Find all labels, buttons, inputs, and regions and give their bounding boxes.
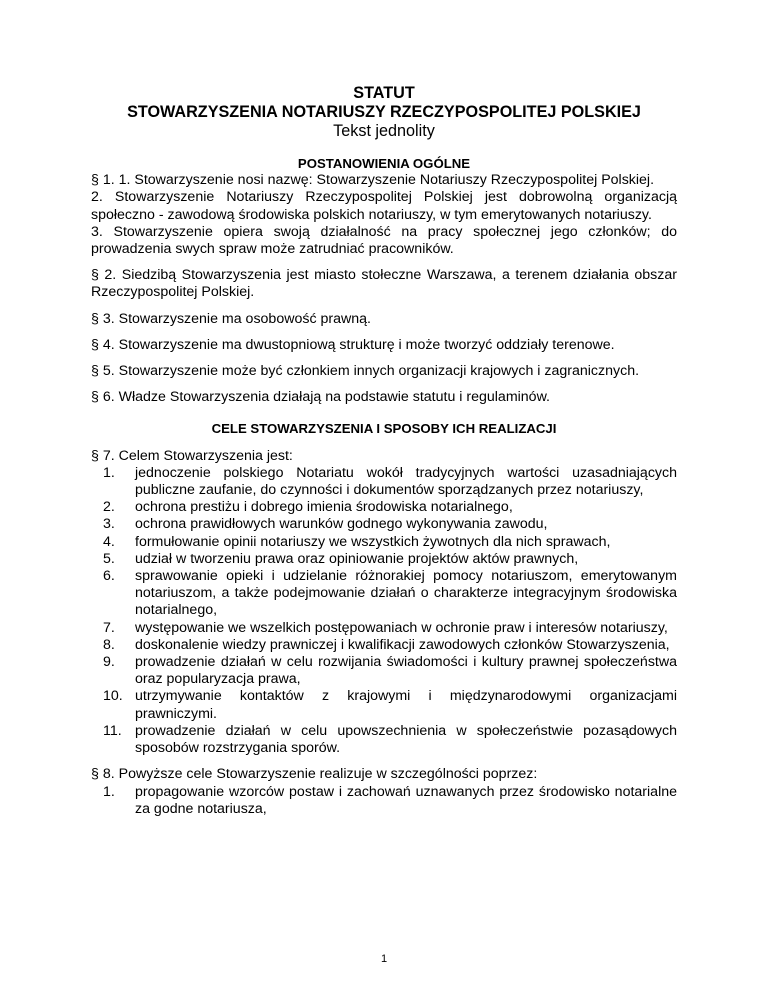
paragraph-1-2: 2. Stowarzyszenie Notariuszy Rzeczypospolitej Polskiej jest dobrowolną organizacją społeczno - zawodową środowiska polskich notariuszy, w tym emerytowanych notariuszy.	[91, 189, 677, 223]
document-title: STATUT	[353, 84, 415, 102]
paragraph-4: § 4. Stowarzyszenie ma dwustopniową strukturę i może tworzyć oddziały terenowe.	[91, 336, 615, 353]
list-item: 1. propagowanie wzorców postaw i zachowań uznawanych przez środowisko notarialne za godne notariusza,	[103, 783, 677, 817]
list-item: 2. ochrona prestiżu i dobrego imienia środowiska notarialnego,	[103, 499, 513, 516]
paragraph-6: § 6. Władze Stowarzyszenia działają na podstawie statutu i regulaminów.	[91, 389, 550, 406]
list-item: 1. jednoczenie polskiego Notariatu wokół tradycyjnych wartości uzasadniających publiczne zaufanie, do czynności i dokumentów sporządzanych przez notariuszy,	[103, 464, 677, 499]
list-item: 4. formułowanie opinii notariuszy we wszystkich żywotnych dla nich sprawach,	[103, 533, 611, 550]
document-content	[91, 84, 677, 818]
paragraph-1-1: § 1. 1. Stowarzyszenie nosi nazwę: Stowarzyszenie Notariuszy Rzeczypospolitej Polskiej.	[91, 172, 655, 189]
paragraph-7: § 7. Celem Stowarzyszenia jest:	[91, 447, 293, 464]
list-item: 6. sprawowanie opieki i udzielanie różnorakiej pomocy notariuszom, emerytowanym notariuszom, a także podejmowanie działań o charakterze integracyjnym środowiska notarialnego,	[103, 568, 677, 619]
paragraph-1-3: 3. Stowarzyszenie opiera swoją działalność na pracy społecznej jego członków; do prowadzenia swych spraw może zatrudniać pracowników.	[91, 223, 677, 258]
list-item: 3. ochrona prawidłowych warunków godnego wykonywania zawodu,	[103, 516, 548, 533]
list-item: 11. prowadzenie działań w celu upowszechnienia w społeczeństwie pozasądowych sposobów rozstrzygania sporów.	[103, 722, 677, 757]
goals-list	[91, 465, 677, 757]
list-item: 5. udział w tworzeniu prawa oraz opiniowanie projektów aktów prawnych,	[103, 550, 579, 567]
list-item: 9. prowadzenie działań w celu rozwijania świadomości i kultury prawnej społeczeństwa oraz popularyzacja prawa,	[103, 654, 677, 688]
list-item: 10. utrzymywanie kontaktów z krajowymi i międzynarodowymi organizacjami prawniczymi.	[103, 688, 677, 722]
document-title-org: STOWARZYSZENIA NOTARIUSZY RZECZYPOSPOLITEJ POLSKIEJ	[127, 103, 641, 121]
list-item: 7. występowanie we wszelkich postępowaniach w ochronie praw i interesów notariuszy,	[103, 619, 668, 636]
section-heading-general: POSTANOWIENIA OGÓLNE	[297, 156, 471, 171]
paragraph-3: § 3. Stowarzyszenie ma osobowość prawną.	[91, 310, 371, 327]
list-item: 8. doskonalenie wiedzy prawniczej i kwalifikacji zawodowych członków Stowarzyszenia,	[103, 636, 670, 653]
page-number: 1	[380, 953, 388, 965]
paragraph-2: § 2. Siedzibą Stowarzyszenia jest miasto stołeczne Warszawa, a terenem działania obszar Rzeczypospolitej Polskiej.	[91, 267, 677, 301]
means-list	[91, 784, 677, 818]
paragraph-5: § 5. Stowarzyszenie może być członkiem innych organizacji krajowych i zagranicznych.	[91, 363, 640, 380]
document-subtitle: Tekst jednolity	[333, 122, 435, 140]
paragraph-8: § 8. Powyższe cele Stowarzyszenie realizuje w szczególności poprzez:	[91, 766, 538, 783]
section-heading-goals: CELE STOWARZYSZENIA I SPOSOBY ICH REALIZACJI	[211, 421, 557, 437]
